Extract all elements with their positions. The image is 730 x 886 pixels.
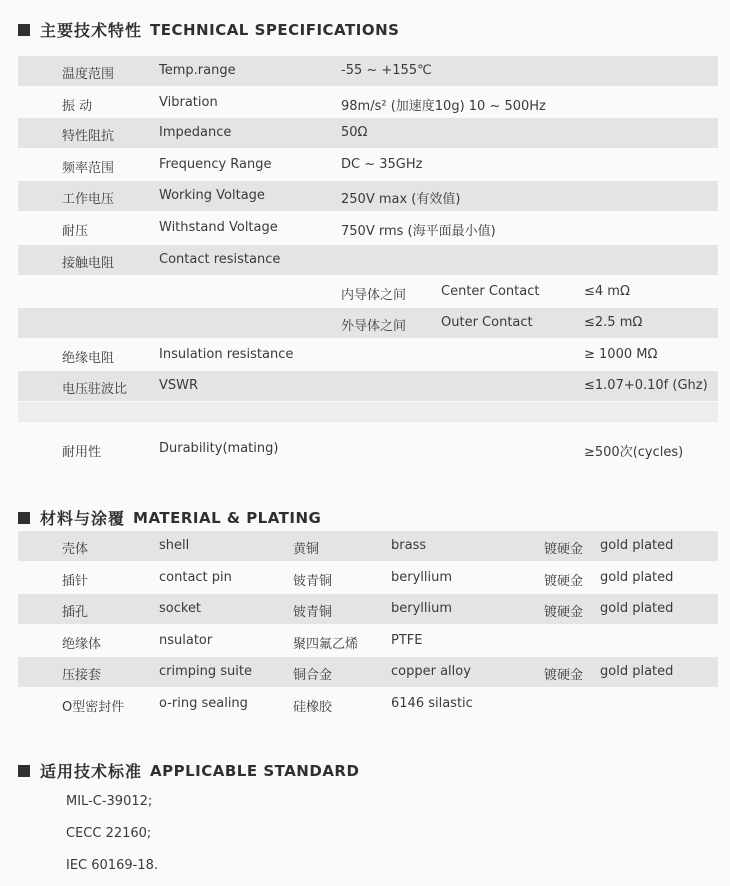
part-en: crimping suite xyxy=(159,664,252,679)
spec-label-en: Insulation resistance xyxy=(159,347,294,362)
spec-value: DC ~ 35GHz xyxy=(341,157,423,172)
material-en: copper alloy xyxy=(391,664,471,679)
square-bullet-icon xyxy=(18,24,30,36)
material-en: beryllium xyxy=(391,601,453,616)
spec-value: ≥ 1000 MΩ xyxy=(584,347,658,362)
plating-en: gold plated xyxy=(600,601,674,616)
spec-row-working-voltage xyxy=(18,181,718,211)
material-row-crimping-suite xyxy=(18,657,718,687)
standard-heading-cn: 适用技术标准 xyxy=(40,762,143,781)
part-cn: 壳体 xyxy=(62,542,89,557)
square-bullet-icon xyxy=(18,765,30,777)
spec-sub-label-cn: 内导体之间 xyxy=(341,288,407,303)
spec-label-en: Contact resistance xyxy=(159,252,281,267)
material-cn: 铍青铜 xyxy=(293,605,333,620)
standard-item: IEC 60169-18. xyxy=(66,858,158,873)
spec-label-cn: 特性阻抗 xyxy=(62,129,115,144)
material-cn: 聚四氟乙烯 xyxy=(293,637,359,652)
material-en: PTFE xyxy=(391,633,423,648)
spec-value: 98m/s² (加速度10g) 10 ~ 500Hz xyxy=(341,99,546,114)
plating-en: gold plated xyxy=(600,570,674,585)
spec-value: 50Ω xyxy=(341,125,368,140)
material-heading xyxy=(18,506,321,529)
spec-row-vibration xyxy=(18,88,718,118)
part-cn: 绝缘体 xyxy=(62,637,102,652)
part-en: shell xyxy=(159,538,190,553)
material-en: 6146 silastic xyxy=(391,696,473,711)
spec-value: ≤1.07+0.10f (Ghz) xyxy=(584,378,708,393)
spec-label-cn: 频率范围 xyxy=(62,161,115,176)
material-cn: 硅橡胶 xyxy=(293,700,333,715)
part-cn: 压接套 xyxy=(62,668,102,683)
spec-sub-label-cn: 外导体之间 xyxy=(341,319,407,334)
part-en: o-ring sealing xyxy=(159,696,248,711)
spec-value: ≤4 mΩ xyxy=(584,284,630,299)
spec-label-en: Durability(mating) xyxy=(159,441,279,456)
spec-value: 750V rms (海平面最小值) xyxy=(341,224,496,239)
spec-row-impedance xyxy=(18,118,718,148)
part-en: contact pin xyxy=(159,570,232,585)
spec-row-temp xyxy=(18,56,718,86)
plating-cn: 镀硬金 xyxy=(544,542,584,557)
square-bullet-icon xyxy=(18,512,30,524)
spec-label-cn: 耐用性 xyxy=(62,445,102,460)
plating-cn: 镀硬金 xyxy=(544,574,584,589)
plating-en: gold plated xyxy=(600,664,674,679)
part-cn: 插孔 xyxy=(62,605,89,620)
plating-cn: 镀硬金 xyxy=(544,668,584,683)
part-en: nsulator xyxy=(159,633,213,648)
spec-label-cn: 工作电压 xyxy=(62,192,115,207)
material-row-socket xyxy=(18,594,718,624)
spec-row-vswr xyxy=(18,371,718,401)
material-heading-en: MATERIAL & PLATING xyxy=(133,508,322,527)
part-cn: 插针 xyxy=(62,574,89,589)
material-en: beryllium xyxy=(391,570,453,585)
spec-value: ≤2.5 mΩ xyxy=(584,315,643,330)
standard-heading-en: APPLICABLE STANDARD xyxy=(150,761,360,780)
spec-row-frequency xyxy=(18,150,718,180)
spec-label-en: Withstand Voltage xyxy=(159,220,278,235)
plating-en: gold plated xyxy=(600,538,674,553)
material-heading-cn: 材料与涂覆 xyxy=(40,509,126,528)
spec-value: -55 ~ +155℃ xyxy=(341,63,432,78)
spec-label-en: Temp.range xyxy=(159,63,236,78)
spec-label-cn: 接触电阻 xyxy=(62,256,115,271)
spec-label-cn: 耐压 xyxy=(62,224,89,239)
spec-sub-label-en: Center Contact xyxy=(441,284,540,299)
spec-sub-label-en: Outer Contact xyxy=(441,315,533,330)
plating-cn: 镀硬金 xyxy=(544,605,584,620)
spec-label-cn: 温度范围 xyxy=(62,67,115,82)
spec-spacer-band xyxy=(18,402,718,422)
spec-row-outer-contact xyxy=(18,308,718,338)
standard-item: CECC 22160; xyxy=(66,826,152,841)
material-row-insulator xyxy=(18,626,718,656)
tech-spec-heading xyxy=(18,18,399,41)
spec-value: 250V max (有效值) xyxy=(341,192,461,207)
spec-label-cn: 绝缘电阻 xyxy=(62,351,115,366)
part-en: socket xyxy=(159,601,202,616)
material-row-contact-pin xyxy=(18,563,718,593)
spec-label-en: Working Voltage xyxy=(159,188,265,203)
spec-label-cn: 振 动 xyxy=(62,99,93,114)
spec-label-en: Vibration xyxy=(159,95,218,110)
material-cn: 铜合金 xyxy=(293,668,333,683)
spec-row-insulation xyxy=(18,340,718,370)
part-cn: O型密封件 xyxy=(62,700,125,715)
material-row-shell xyxy=(18,531,718,561)
material-cn: 黄铜 xyxy=(293,542,320,557)
material-row-o-ring xyxy=(18,689,718,719)
spec-label-en: VSWR xyxy=(159,378,199,393)
tech-spec-heading-en: TECHNICAL SPECIFICATIONS xyxy=(150,20,400,39)
spec-row-withstand-voltage xyxy=(18,213,718,243)
spec-row-contact-resistance xyxy=(18,245,718,275)
standard-heading xyxy=(18,759,359,782)
spec-row-durability xyxy=(18,434,718,464)
material-cn: 铍青铜 xyxy=(293,574,333,589)
tech-spec-heading-cn: 主要技术特性 xyxy=(40,21,143,40)
spec-label-en: Frequency Range xyxy=(159,157,272,172)
spec-row-center-contact xyxy=(18,277,718,307)
spec-label-cn: 电压驻波比 xyxy=(62,382,128,397)
standard-item: MIL-C-39012; xyxy=(66,794,153,809)
spec-label-en: Impedance xyxy=(159,125,232,140)
spec-value: ≥500次(cycles) xyxy=(584,445,684,460)
material-en: brass xyxy=(391,538,427,553)
